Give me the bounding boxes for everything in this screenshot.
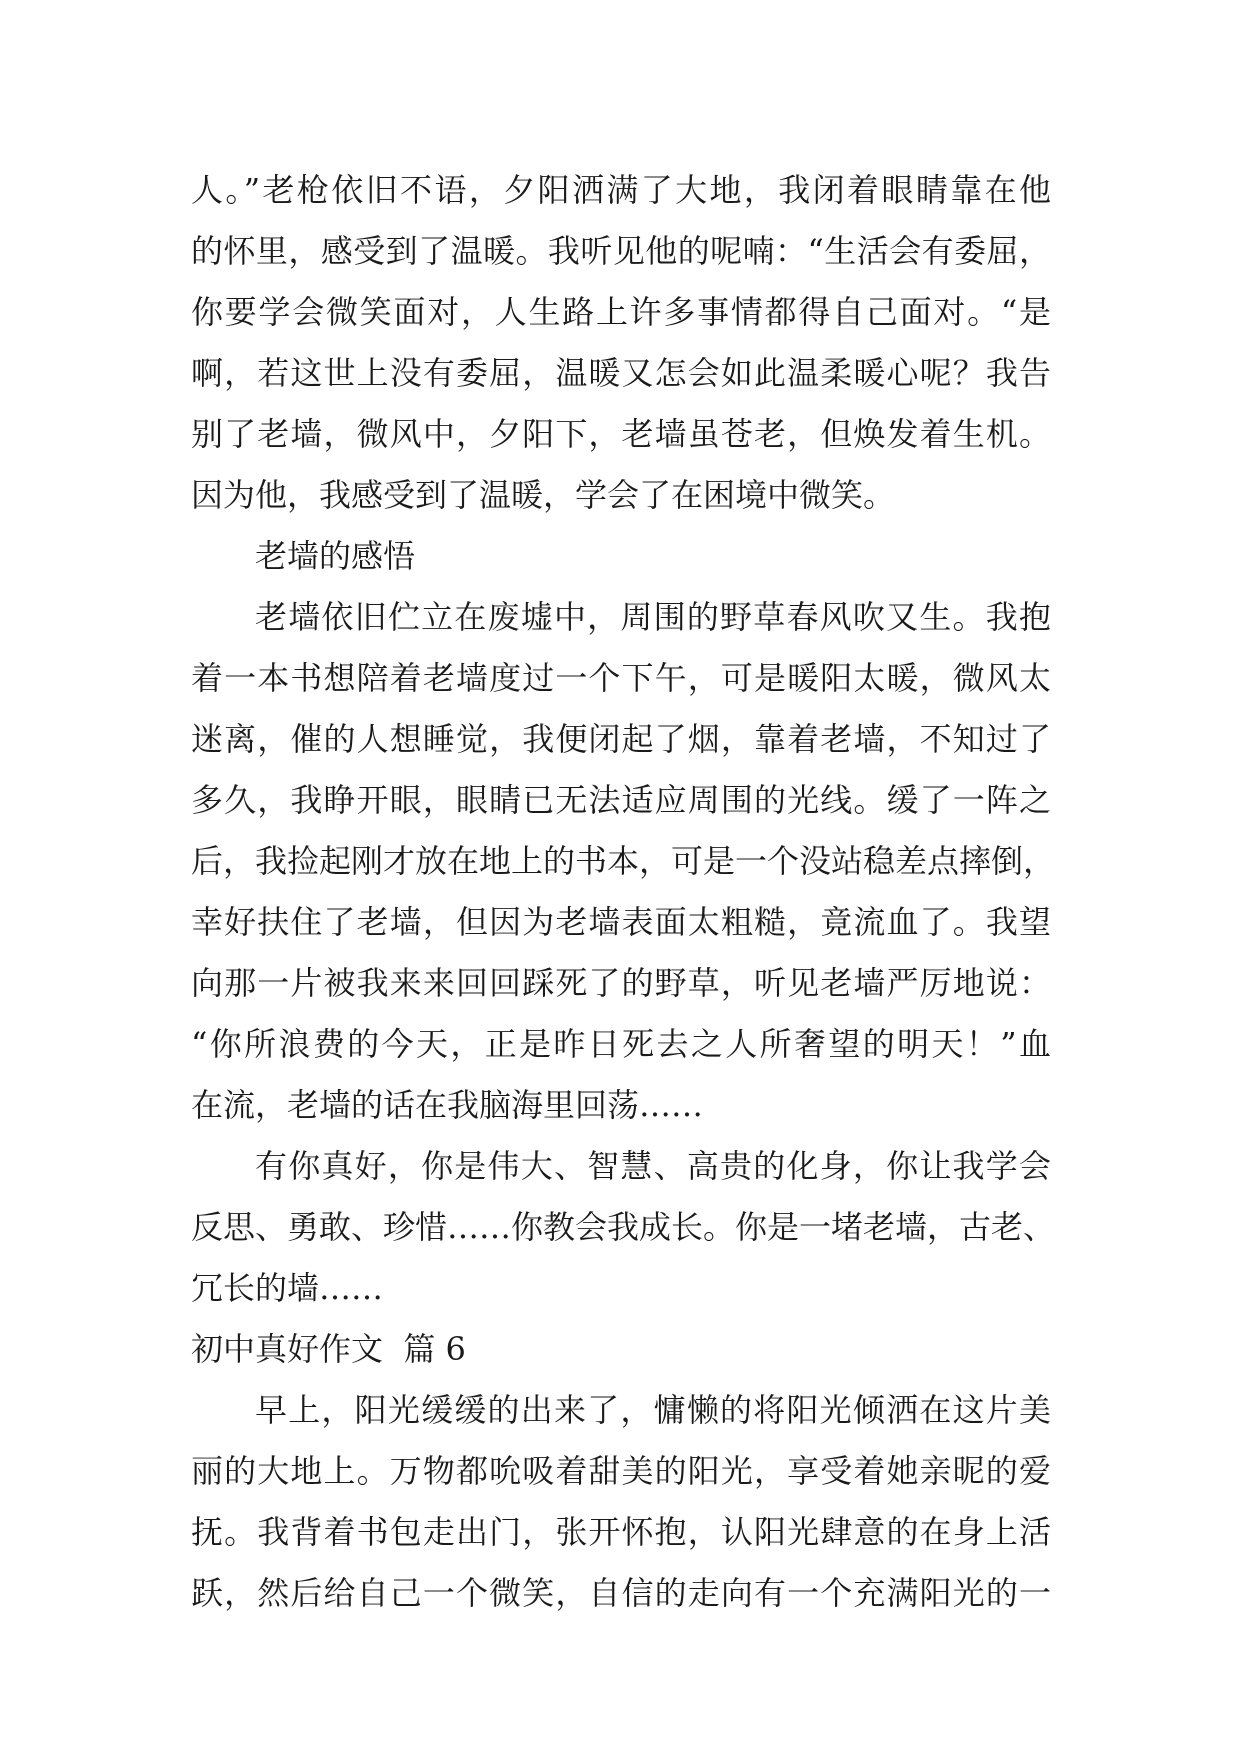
text-line: 后，我捡起刚才放在地上的书本，可是一个没站稳差点摔倒， [191,842,1056,880]
text-line: 迷离，催的人想睡觉，我便闭起了烟，靠着老墙，不知过了 [191,720,1051,758]
text-line: 老墙依旧伫立在废墟中，周围的野草春风吹又生。我抱 [255,598,1051,636]
text-line: 反思、勇敢、珍惜……你教会我成长。你是一堵老墙，古老、 [191,1208,1056,1246]
text-line: 幸好扶住了老墙，但因为老墙表面太粗糙，竟流血了。我望 [191,903,1051,941]
paragraph-morning-sunlight [191,1380,1051,1624]
text-line: 抚。我背着书包走出门，张开怀抱，认阳光肆意的在身上活 [191,1513,1051,1551]
document-page [191,160,1056,1624]
text-line: 的怀里，感受到了温暖。我听见他的呢喃：“生活会有委屈， [191,232,1051,270]
text-line: 人。”老枪依旧不语，夕阳洒满了大地，我闭着眼睛靠在他 [191,171,1051,209]
paragraph-old-wall-insight [191,587,1056,1136]
paragraph-good-to-have-you [191,1136,1056,1319]
text-line: “你所浪费的今天，正是昨日死去之人所奢望的明天！”血 [191,1025,1051,1063]
section-subtitle: 老墙的感悟 [255,537,416,575]
text-line: 冗长的墙…… [191,1269,384,1307]
text-line: 你要学会微笑面对，人生路上许多事情都得自己面对。“是 [191,293,1051,331]
text-line: 有你真好，你是伟大、智慧、高贵的化身，你让我学会 [255,1147,1051,1185]
paragraph-old-gun-ending [191,160,1051,526]
essay-heading: 初中真好作文 篇 6 [191,1330,466,1368]
text-line: 别了老墙，微风中，夕阳下，老墙虽苍老，但焕发着生机。 [191,415,1051,453]
text-line: 啊，若这世上没有委屈，温暖又怎会如此温柔暖心呢？我告 [191,354,1051,392]
text-line: 因为他，我感受到了温暖，学会了在困境中微笑。 [191,476,896,514]
text-line: 跃，然后给自己一个微笑，自信的走向有一个充满阳光的一 [191,1574,1051,1612]
text-line: 早上，阳光缓缓的出来了，慵懒的将阳光倾洒在这片美 [255,1391,1051,1429]
text-line: 在流，老墙的话在我脑海里回荡…… [191,1086,704,1124]
text-line: 着一本书想陪着老墙度过一个下午，可是暖阳太暖，微风太 [191,659,1051,697]
text-line: 丽的大地上。万物都吮吸着甜美的阳光，享受着她亲昵的爱 [191,1452,1051,1490]
text-line: 多久，我睁开眼，眼睛已无法适应周围的光线。缓了一阵之 [191,781,1051,819]
text-line: 向那一片被我来来回回踩死了的野草，听见老墙严厉地说： [191,964,1051,1002]
